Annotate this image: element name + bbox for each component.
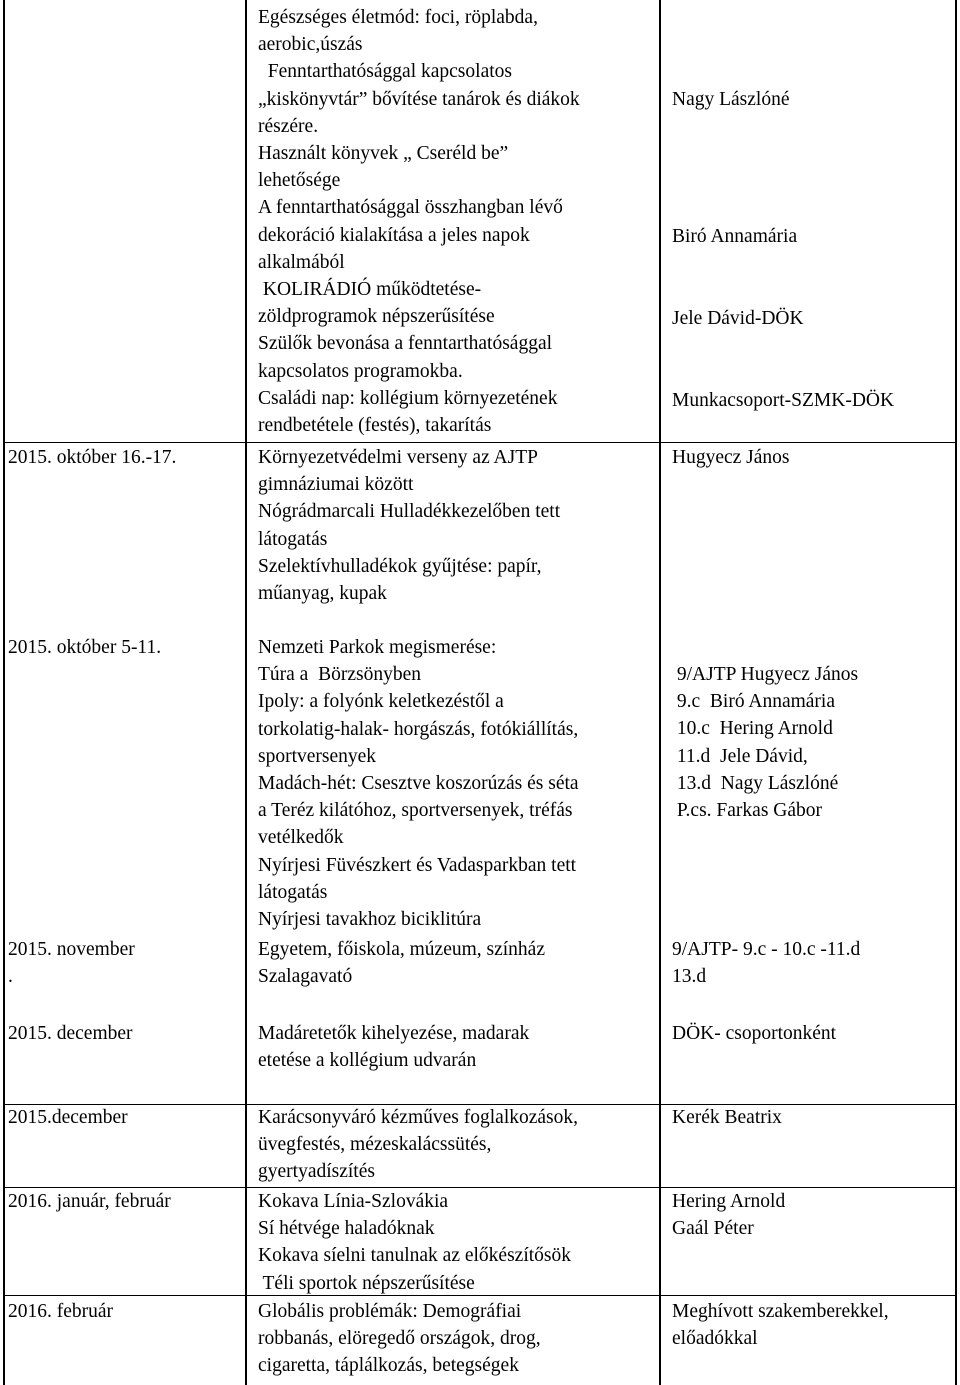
activity-line: Kokava síelni tanulnak az előkészítősök [258, 1245, 571, 1267]
date-line: 2016. január, február [8, 1191, 171, 1212]
activity-line: gyertyadíszítés [258, 1161, 375, 1183]
date-line: 2015.december [8, 1107, 128, 1128]
responsible-line: DÖK- csoportonként [672, 1023, 837, 1044]
date-line: 2015. október 5-11. [8, 637, 162, 658]
activity-line: Kokava Línia-Szlovákia [258, 1191, 449, 1212]
activity-line: Globális problémák: Demográfiai [258, 1301, 522, 1322]
activity-line: etetése a kollégium udvarán [258, 1050, 477, 1072]
responsible-cell [672, 1188, 785, 1242]
table-border-left [3, 0, 5, 1385]
date-cell [8, 1020, 133, 1047]
responsible-line: 9/AJTP Hugyecz János [672, 664, 859, 685]
activity-line: zöldprogramok népszerűsítése [258, 306, 495, 328]
activity-cell [258, 1188, 571, 1297]
date-cell [8, 1298, 113, 1325]
activity-line: A fenntarthatósággal összhangban lévő [258, 197, 563, 219]
activity-line: rendbetétele (festés), takarítás [258, 415, 492, 437]
activity-cell [258, 1104, 578, 1186]
activity-line: KOLIRÁDIÓ működtetése- [258, 279, 482, 301]
responsible-line: Biró Annamária [672, 226, 798, 247]
row-divider [3, 442, 957, 443]
activity-cell [258, 444, 560, 607]
activity-line: Nemzeti Parkok megismerése: [258, 637, 497, 658]
responsible-line: Gaál Péter [672, 1218, 754, 1240]
responsible-line: Meghívott szakemberekkel, [672, 1301, 889, 1322]
date-line: . [8, 966, 13, 988]
activity-cell [258, 1020, 529, 1074]
activity-line: gimnáziumai között [258, 474, 414, 496]
responsible-cell [672, 223, 797, 250]
date-cell [8, 1104, 128, 1131]
date-cell [8, 936, 135, 990]
activity-line: robbanás, elöregedő országok, drog, [258, 1328, 541, 1350]
responsible-cell [672, 661, 858, 824]
responsible-line: Hering Arnold [672, 1191, 786, 1212]
activity-line: Nógrádmarcali Hulladékkezelőben tett [258, 501, 561, 523]
responsible-line: Kerék Beatrix [672, 1107, 782, 1128]
activity-line: Karácsonyváró kézműves foglalkozások, [258, 1107, 579, 1128]
activity-line: Nyírjesi tavakhoz biciklitúra [258, 909, 482, 931]
activity-line: kapcsolatos programokba. [258, 360, 463, 382]
activity-line: műanyag, kupak [258, 583, 387, 605]
activity-line: Szalagavató [258, 966, 353, 988]
responsible-cell [672, 1020, 836, 1047]
date-cell [8, 444, 176, 471]
responsible-line: 13.d [672, 966, 707, 988]
date-cell [8, 1188, 171, 1215]
responsible-cell [672, 1104, 782, 1131]
activity-line: cigaretta, táplálkozás, betegségek [258, 1355, 519, 1377]
activity-line: Egészséges életmód: foci, röplabda, [258, 7, 538, 28]
activity-line: sportversenyek [258, 745, 377, 767]
activity-line: aerobic,úszás [258, 34, 363, 56]
responsible-line: Nagy Lászlóné [672, 89, 790, 110]
date-line: 2015. december [8, 1023, 133, 1044]
column-divider-1 [245, 0, 247, 1385]
column-divider-2 [659, 0, 661, 1385]
date-cell [8, 634, 161, 661]
activity-line: üvegfestés, mézeskalácssütés, [258, 1134, 492, 1156]
activity-line: Használt könyvek „ Cseréld be” [258, 143, 509, 165]
activity-line: Túra a Börzsönyben [258, 664, 421, 686]
activity-cell [258, 1298, 541, 1380]
responsible-cell [672, 387, 894, 414]
activity-cell [258, 4, 580, 439]
responsible-cell [672, 936, 860, 990]
activity-line: Szelektívhulladékok gyűjtése: papír, [258, 555, 542, 577]
date-line: 2015. október 16.-17. [8, 447, 177, 468]
responsible-line: Munkacsoport-SZMK-DÖK [672, 390, 895, 411]
activity-line: alkalmából [258, 251, 345, 273]
responsible-line: 13.d Nagy Lászlóné [672, 772, 839, 794]
activity-line: torkolatig-halak- horgászás, fotókiállítás, [258, 718, 579, 740]
activity-line: „kiskönyvtár” bővítése tanárok és diákok [258, 88, 580, 110]
table-border-right [955, 0, 957, 1385]
responsible-cell [672, 1298, 889, 1352]
responsible-line: Hugyecz János [672, 447, 790, 468]
responsible-line: előadókkal [672, 1328, 758, 1350]
activity-line: Sí hétvége haladóknak [258, 1218, 435, 1240]
responsible-line: 9.c Biró Annamária [672, 691, 835, 713]
responsible-cell [672, 86, 790, 113]
activity-line: részére. [258, 115, 319, 137]
responsible-line: 9/AJTP- 9.c - 10.c -11.d [672, 939, 861, 960]
activity-line: Környezetvédelmi verseny az AJTP [258, 447, 538, 468]
activity-line: lehetősége [258, 170, 341, 192]
activity-line: Fenntarthatósággal kapcsolatos [258, 61, 512, 83]
activity-line: Szülők bevonása a fenntarthatósággal [258, 333, 553, 355]
responsible-line: Jele Dávid-DÖK [672, 308, 804, 329]
activity-line: Egyetem, főiskola, múzeum, színház [258, 939, 545, 960]
responsible-line: 10.c Hering Arnold [672, 718, 833, 740]
activity-line: Téli sportok népszerűsítése [258, 1272, 475, 1294]
responsible-cell [672, 305, 804, 332]
activity-line: a Teréz kilátóhoz, sportversenyek, tréfás [258, 800, 573, 822]
activity-line: Madách-hét: Csesztve koszorúzás és séta [258, 773, 579, 795]
activity-line: látogatás [258, 528, 328, 550]
activity-line: vetélkedők [258, 827, 344, 849]
activity-cell [258, 634, 579, 933]
activity-line: Ipoly: a folyónk keletkezéstől a [258, 691, 504, 713]
date-line: 2015. november [8, 939, 135, 960]
responsible-line: 11.d Jele Dávid, [672, 745, 808, 767]
activity-line: dekoráció kialakítása a jeles napok [258, 224, 530, 246]
activity-line: Nyírjesi Füvészkert és Vadasparkban tett [258, 854, 577, 876]
responsible-line: P.cs. Farkas Gábor [672, 800, 823, 822]
activity-line: Madáretetők kihelyezése, madarak [258, 1023, 530, 1044]
responsible-cell [672, 444, 790, 471]
activity-line: látogatás [258, 881, 328, 903]
date-line: 2016. február [8, 1301, 114, 1322]
activity-cell [258, 936, 545, 990]
activity-line: Családi nap: kollégium környezetének [258, 387, 558, 409]
